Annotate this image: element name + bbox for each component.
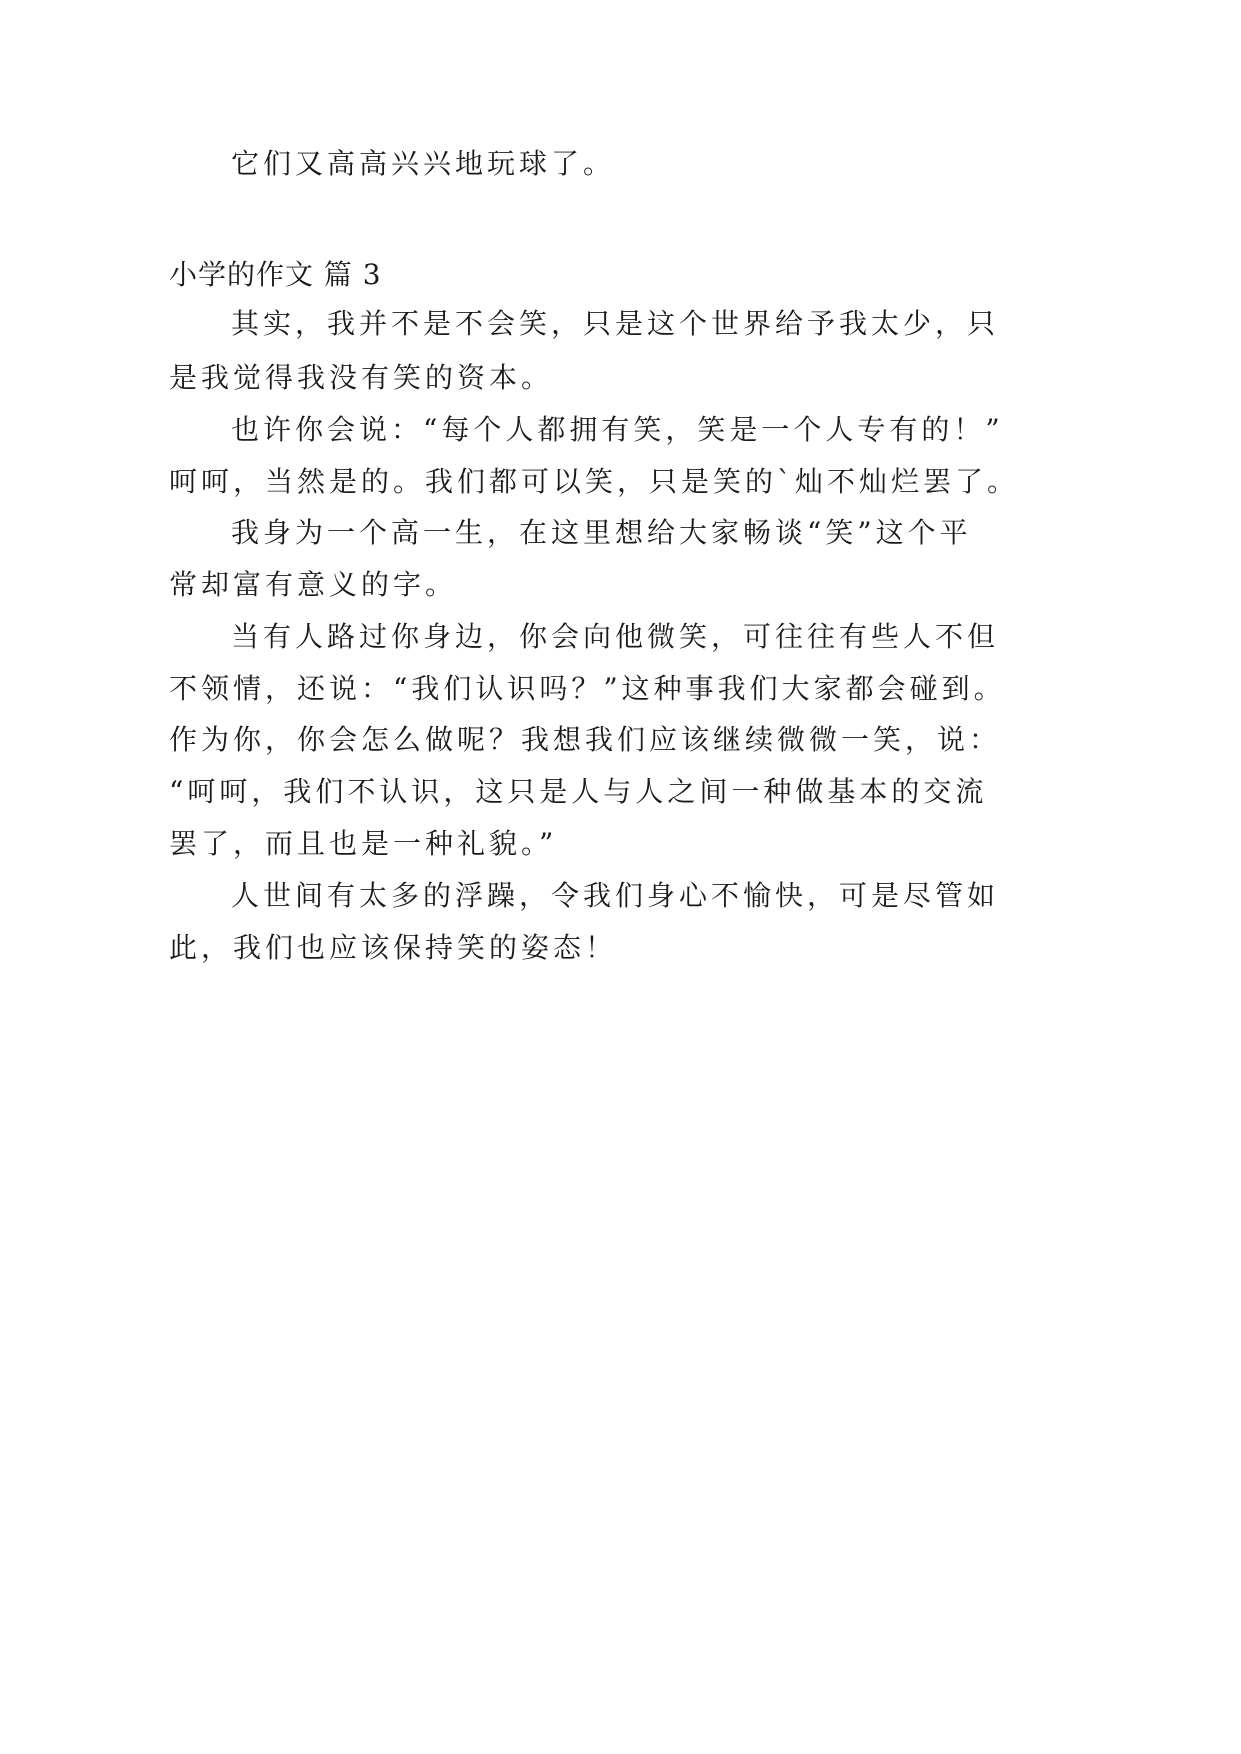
section-heading: 小学的作文 篇 3 [169, 258, 382, 291]
paragraph-line: 人世间有太多的浮躁，令我们身心不愉快，可是尽管如 [231, 879, 1000, 912]
paragraph-line: 常却富有意义的字。 [169, 568, 458, 601]
paragraph-line: 此，我们也应该保持笑的姿态！ [169, 931, 618, 964]
paragraph-line: 不领情，还说：“我们认识吗？”这种事我们大家都会碰到。 [169, 672, 1006, 705]
paragraph-line: 它们又高高兴兴地玩球了。 [231, 147, 616, 180]
paragraph-line: 我身为一个高一生，在这里想给大家畅谈“笑”这个平 [231, 516, 972, 549]
paragraph-line: 也许你会说：“每个人都拥有笑，笑是一个人专有的！” [231, 413, 1004, 446]
paragraph-line: 是我觉得我没有笑的资本。 [169, 361, 554, 394]
paragraph-line: 呵呵，当然是的。我们都可以笑，只是笑的`灿不灿烂罢了。 [169, 465, 1020, 498]
paragraph-line: “呵呵，我们不认识，这只是人与人之间一种做基本的交流 [169, 775, 988, 808]
paragraph-line: 当有人路过你身边，你会向他微笑，可往往有些人不但 [231, 620, 1000, 653]
paragraph-line: 罢了，而且也是一种礼貌。” [169, 827, 558, 860]
paragraph-line: 作为你，你会怎么做呢？我想我们应该继续微微一笑，说： [169, 723, 1002, 756]
paragraph-line: 其实，我并不是不会笑，只是这个世界给予我太少，只 [231, 307, 1000, 340]
